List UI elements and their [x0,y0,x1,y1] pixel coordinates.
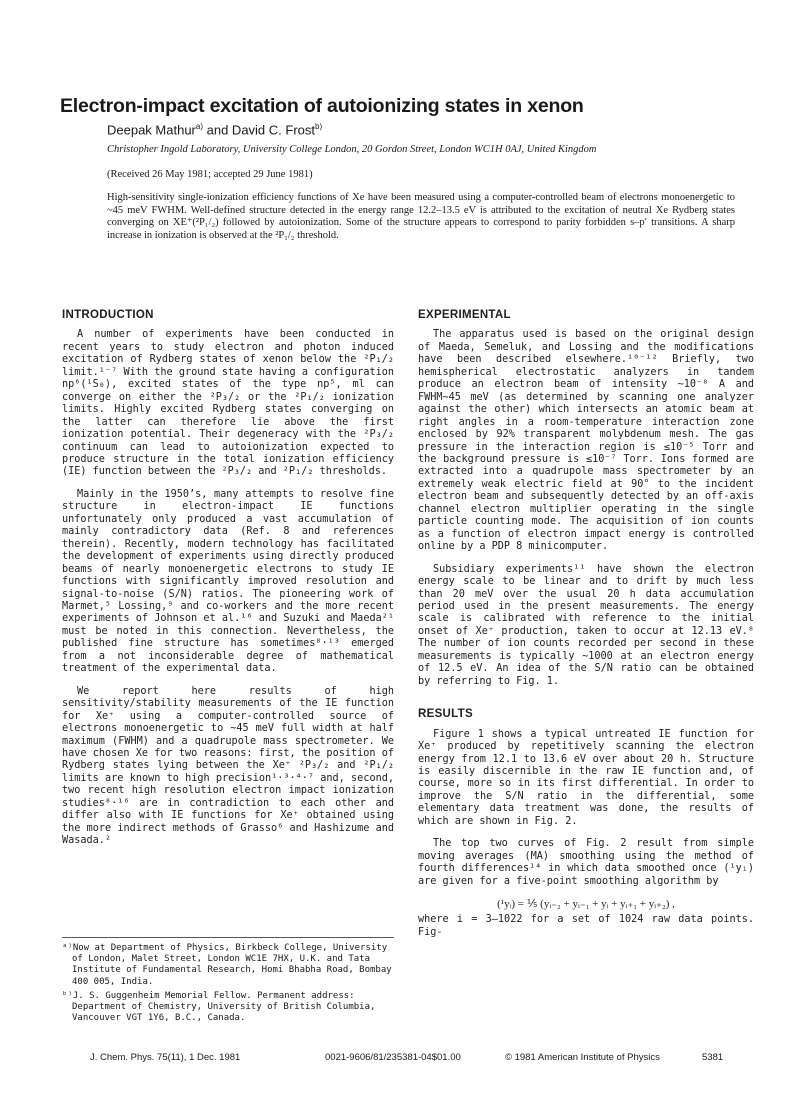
right-column [418,309,754,939]
paragraph: The top two curves of Fig. 2 result from simple moving averages (MA) smoothing using the method of fourth differences¹⁴ in which data smoothed once (¹yᵢ) are given for a five-point smoothing algorithm by [418,838,754,887]
section-heading: RESULTS [418,708,473,721]
paragraph: Subsidiary experiments¹¹ have shown the electron energy scale to be linear and to drift by much less than 20 meV over the usual 20 h data accumulation period used in the present measurements. The energy scale is calibrated with reference to the initial onset of Xe⁺ production, taken to occur at 12.13 eV.⁸ The number of ion counts recorded per second in these measurements is typically ~1000 at an electron energy of 12.5 eV. An idea of the S/N ratio can be obtained by referring to Fig. 1. [418,563,754,687]
journal-citation: J. Chem. Phys. 75(11), 1 Dec. 1981 [90,1052,241,1063]
footnote: ᵃ⁾Now at Department of Physics, Birkbeck College, University of London, Malet Street, London WC1E 7HX, U.K. and Tata Institute of Fundamental Research, Homi Bhabha Road, Bombay 400 005, India. [62,943,392,987]
paragraph: We report here results of high sensitivity/stability measurements of the IE function for Xe⁺ using a computer-controlled source of electrons monoenergetic to ~45 meV full width at half maximum (FWHM) and a quadrupole mass spectrometer. We have chosen Xe for two reasons: first, the position of Rydberg states lying between the Xe⁺ ²P₃/₂ and ²P₁/₂ limits are known to high precision¹·³·⁴·⁷ and, second, two recent high resolution electron impact ionization studies⁸·¹⁶ are in contradiction to each other and differ also with IE functions for Xe⁺ obtained using the more indirect methods of Grasso⁶ and Hashizume and Wasada.² [62,685,394,847]
section-heading: INTRODUCTION [62,309,154,321]
paragraph: Mainly in the 1950’s, many attempts to resolve fine structure in electron-impact IE functions unfortunately only produced a vast accumulation of mainly contradictory data (Ref. 8 and references therein). Recently, modern technology has facilitated the development of experiments using directly produced beams of nearly monoenergetic electrons to study IE functions with significantly improved resolution and signal-to-noise (S/N) ratios. The pioneering work of Marmet,⁵ Lossing,⁹ and co-workers and the more recent experiments of Johnson et al.¹⁶ and Suzuki and Maeda²¹ must be noted in this connection. Nevertheless, the published fine structure has sometimes⁸·¹³ emerged from a not inconsiderable degree of mathematical treatment of the experimental data. [62,488,394,675]
paragraph: Figure 1 shows a typical untreated IE function for Xe⁺ produced by repetitively scanning the electron energy from 12.1 to 13.6 eV over about 20 h. Structure is easily discernible in the raw IE function and, of course, more so in its first differential. In order to improve the S/N ratio in the differential, some elementary data treatment was done, the results of which are shown in Fig. 2. [418,728,754,827]
footnote: ᵇ⁾J. S. Guggenheim Memorial Fellow. Permanent address: Department of Chemistry, University of British Columbia, Vancouver VGT 1Y6, B.C., Canada. [62,990,376,1024]
abstract: High-sensitivity single-ionization efficiency functions of Xe have been measured using a computer-controlled beam of electrons monoenergetic to ~45 meV FWHM. Well-defined structure detected in the energy range 12.2–13.5 eV is attributed to the excitation of neutral Xe Rydberg states converging on XE⁺(²P₁/₂) followed by autoionization. Some of the structure appears to correspond to parity forbidden s–p′ transitions. A sharp increase in ionization is observed at the ²P₁/₂ threshold. [107,192,735,241]
paragraph: where i = 3–1022 for a set of 1024 raw data points. Fig- [418,914,754,938]
author-name: and David C. Frost [203,122,316,138]
received-dates: (Received 26 May 1981; accepted 29 June 1981) [107,169,313,180]
equation: (¹yᵢ) = ⅕ (yᵢ₋₂ + yᵢ₋₁ + yᵢ + yᵢ₊₁ + yᵢ₊₂) , [497,898,675,911]
paper-title: Electron-impact excitation of autoionizing states in xenon [60,95,584,117]
author-name: Deepak Mathur [107,122,196,138]
footnotes [62,937,394,1027]
author-mark: a) [195,122,204,131]
page-number: 5381 [702,1052,724,1063]
section-heading: EXPERIMENTAL [418,309,511,321]
author-line [107,122,322,137]
paragraph: The apparatus used is based on the original design of Maeda, Semeluk, and Lossing and the modifications have been described elsewhere.¹⁰⁻¹² Briefly, two hemispherical electrostatic analyzers in tandem produce an electron beam of intensity ~10⁻⁸ A and FWHM~45 meV (as determined by scanning one analyzer against the other) which intersects an atomic beam at right angles in a room-temperature interaction zone enclosed by 92% transparent molybdenum mesh. The gas pressure in the interaction region is ≤10⁻⁵ Torr and the background pressure is ≤10⁻⁷ Torr. Ions formed are extracted into a quadrupole mass spectrometer by an extremely weak electric field at 90° to the incident electron beam and subsequently detected by an off-axis channel electron multiplier operating in the single particle counting mode. The acquisition of ion counts as a function of electron impact energy is controlled online by a PDP 8 minicomputer. [418,329,754,553]
paragraph: A number of experiments have been conducted in recent years to study electron and photon induced excitation of Rydberg states of xenon below the ²P₁/₂ limit.¹⁻⁷ With the ground state having a configuration np⁶(¹S₀), excited states of the type np⁵, ml can converge on either the ²P₃/₂ or the ²P₁/₂ ionization limits. Highly excited Rydberg states converging on the latter can therefore lie above the first ionization potential. Their degeneracy with the ²P₃/₂ continuum can lead to autoionization expected to produce structure in the total ionization efficiency (IE) function between the ²P₃/₂ and ²P₁/₂ thresholds. [62,329,394,478]
copyright: © 1981 American Institute of Physics [505,1052,660,1063]
affiliation: Christopher Ingold Laboratory, University College London, 20 Gordon Street, London WC1H 0AJ, United Kingdom [107,144,597,155]
article-code: 0021-9606/81/235381-04$01.00 [325,1052,461,1063]
author-mark: b) [315,122,323,131]
left-column [62,309,394,858]
